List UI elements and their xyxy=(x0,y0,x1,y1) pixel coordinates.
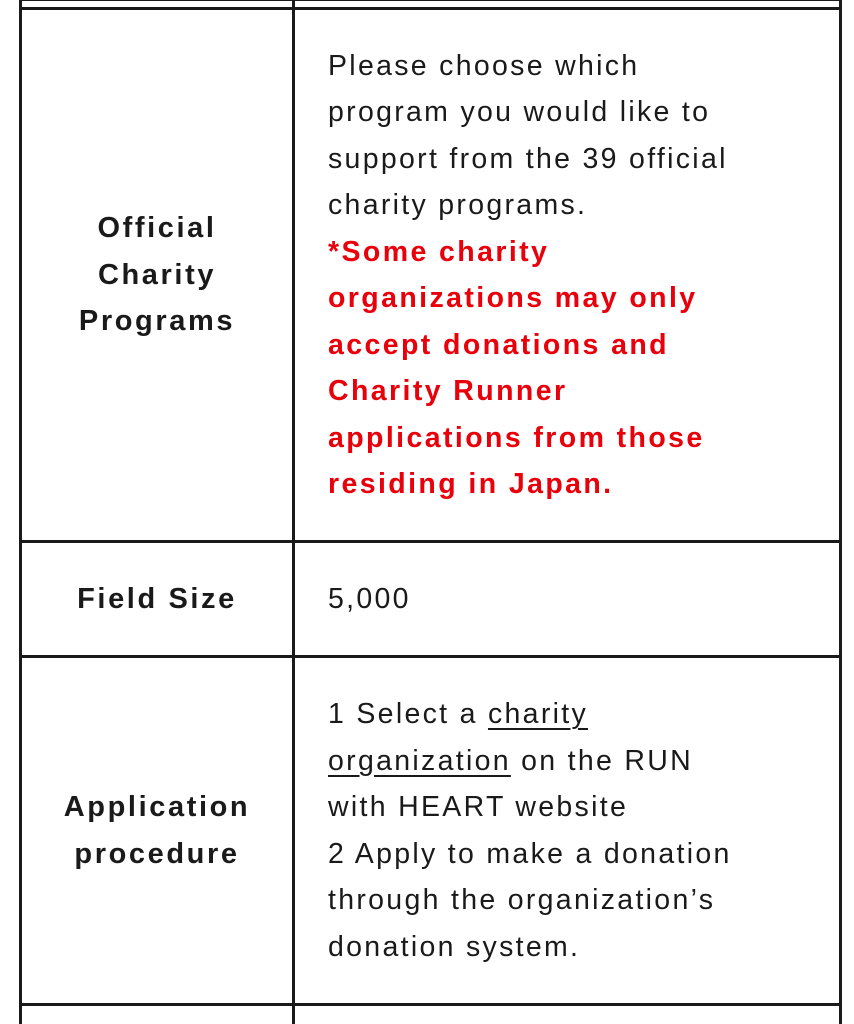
table-cell xyxy=(21,0,294,9)
table-row-partial-top xyxy=(21,0,841,9)
value-line: charity programs. xyxy=(328,189,588,221)
step-1-line-2 xyxy=(328,738,811,785)
warning-line: applications from those xyxy=(328,421,705,454)
charity-organization-link[interactable]: organization xyxy=(328,744,511,777)
step-1-line-3: with HEART website xyxy=(328,791,629,823)
label-line: Application xyxy=(63,791,251,823)
warning-line: organizations may only xyxy=(328,282,698,314)
value-line: support from the 39 official xyxy=(328,142,728,175)
label-line: Programs xyxy=(78,305,236,338)
step-1-line-1 xyxy=(328,691,811,738)
step-1-suffix: on the RUN xyxy=(510,744,693,777)
value-line: Please choose which xyxy=(328,49,640,82)
table-row-application-procedure xyxy=(21,657,841,1005)
field-size-value: 5,000 xyxy=(328,582,411,615)
warning-line: Charity Runner xyxy=(328,375,568,407)
row-label-field-size xyxy=(21,542,294,657)
table-row-field-size xyxy=(21,542,841,657)
table-cell xyxy=(294,0,841,9)
warning-line: *Some charity xyxy=(328,235,550,268)
step-2-line: through the organization’s xyxy=(328,884,716,916)
table-row-official-charity-programs xyxy=(21,9,841,542)
row-value-official-charity-programs xyxy=(294,9,841,542)
label-line: Official xyxy=(97,212,217,245)
warning-line: accept donations and xyxy=(328,328,669,361)
row-label-official-charity-programs xyxy=(21,9,294,542)
row-value-application-procedure xyxy=(294,657,841,1005)
label-line: Charity xyxy=(97,258,217,291)
step-2-line: donation system. xyxy=(328,930,581,963)
value-line: program you would like to xyxy=(328,96,711,128)
label-line: procedure xyxy=(74,837,240,870)
label-text: Field Size xyxy=(77,582,237,615)
event-info-table xyxy=(19,0,842,1024)
charity-organization-link[interactable]: charity xyxy=(487,698,589,730)
warning-line: residing in Japan. xyxy=(328,468,614,500)
table-cell xyxy=(294,1005,841,1024)
table-cell xyxy=(21,1005,294,1024)
row-label-application-procedure xyxy=(21,657,294,1005)
step-1-prefix: 1 Select a xyxy=(328,698,488,730)
residency-warning xyxy=(328,229,811,508)
table-row-partial-bottom xyxy=(21,1005,841,1024)
step-2-line: 2 Apply to make a donation xyxy=(328,837,732,870)
row-value-field-size xyxy=(294,542,841,657)
